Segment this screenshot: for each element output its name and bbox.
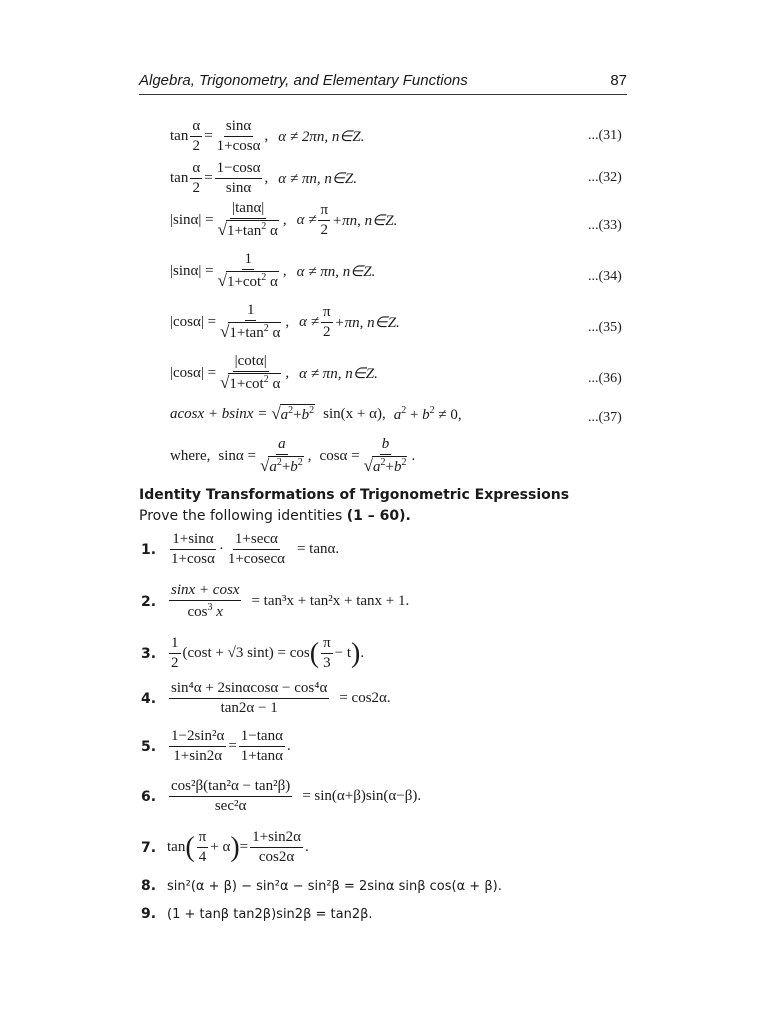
formula-37: acosx + bsinx = √ $a^2+b^2$ sin(x + α), $a^2 + b^2 \ne 0$, — [170, 404, 462, 423]
problem-5: 5. $\frac{\text{1−2sin²α}}{1+\sin 2\alpha}$ = $\frac{1-\tan\alpha}{1+\tan\alpha}$ . — [141, 728, 291, 764]
problem-1: 1. $\frac{1+\sin\alpha}{1+\cos\alpha}$ · $\frac{1+\sec\alpha}{1+cosec\alpha}$ = tanα. — [141, 531, 340, 567]
formula-36: |cosα| = $\frac{|\cot\alpha|}{√1+\cot^2 \alpha}$ , α ≠ πn, n∈Z. — [170, 353, 378, 392]
tag-35: ...(35) — [588, 320, 622, 335]
formula-35: |cosα| = $\frac{1}{√1+\tan^2 \alpha}$ , α ≠ $\frac{\pi}{2}$ +πn, n∈Z. — [170, 302, 400, 341]
tag-31: ...(31) — [588, 128, 622, 143]
problem-9: 9. (1 + tanβ tan2β)sin2β = tan2β. — [141, 906, 373, 922]
formula-where: where, sinα = $\frac{a}{√a^2+b^2}$ , cosα = $\frac{b}{√a^2+b^2}$ . — [170, 436, 416, 475]
page-header — [139, 72, 627, 95]
tag-36: ...(36) — [588, 371, 622, 386]
problem-6: 6. $\frac{\text{cos²β(tan²α − tan²β)}}{\text{sec²α}}$ = sin(α+β)sin(α−β). — [141, 778, 422, 814]
problem-2: 2. $\frac{\sin x + \cos x}{\cos^3 x}$ = tan³x + tan²x + tanx + 1. — [141, 582, 410, 620]
section-intro: Prove the following identities (1 – 60). — [139, 508, 411, 524]
problem-7: 7. tan ( $\frac{\pi}{4}$ + α ) = $\frac{1+\sin 2\alpha}{\cos 2\alpha}$ . — [141, 829, 309, 865]
page-number: 87 — [610, 72, 627, 89]
tag-32: ...(32) — [588, 170, 622, 185]
formula-34: |sinα| = $\frac{1}{√1+\cot^2 \alpha}$ , α ≠ πn, n∈Z. — [170, 251, 376, 290]
tag-33: ...(33) — [588, 218, 622, 233]
formula-32: tan $\frac{\alpha}{2}$ = $\frac{1-\cos\alpha}{\sin\alpha}$ , α ≠ πn, n∈Z. — [170, 160, 358, 196]
problem-4: 4. $\frac{\text{sin⁴α + 2sinαcosα − cos⁴α}}{\tan 2\alpha - 1}$ = cos2α. — [141, 680, 391, 716]
formula-31: tan $\frac{\alpha}{2}$ = $\frac{\sin\alpha}{1+\cos\alpha}$ , α ≠ 2πn, n∈Z. — [170, 118, 365, 154]
formula-33: |sinα| = $\frac{|\tan\alpha|}{√1+\tan^2 \alpha}$ , α ≠ $\frac{\pi}{2}$ +πn, n∈Z. — [170, 200, 398, 239]
section-heading: Identity Transformations of Trigonometric Expressions — [139, 487, 570, 503]
problem-3: 3. $\frac{1}{2}$ (cost + √3 sint) = cos ( $\frac{\pi}{3}$ − t ) . — [141, 635, 365, 671]
running-title: Algebra, Trigonometry, and Elementary Functions — [139, 72, 468, 89]
tag-37: ...(37) — [588, 410, 622, 425]
problem-8: 8. sin²(α + β) − sin²α − sin²β = 2sinα sinβ cos(α + β). — [141, 878, 502, 894]
tag-34: ...(34) — [588, 269, 622, 284]
